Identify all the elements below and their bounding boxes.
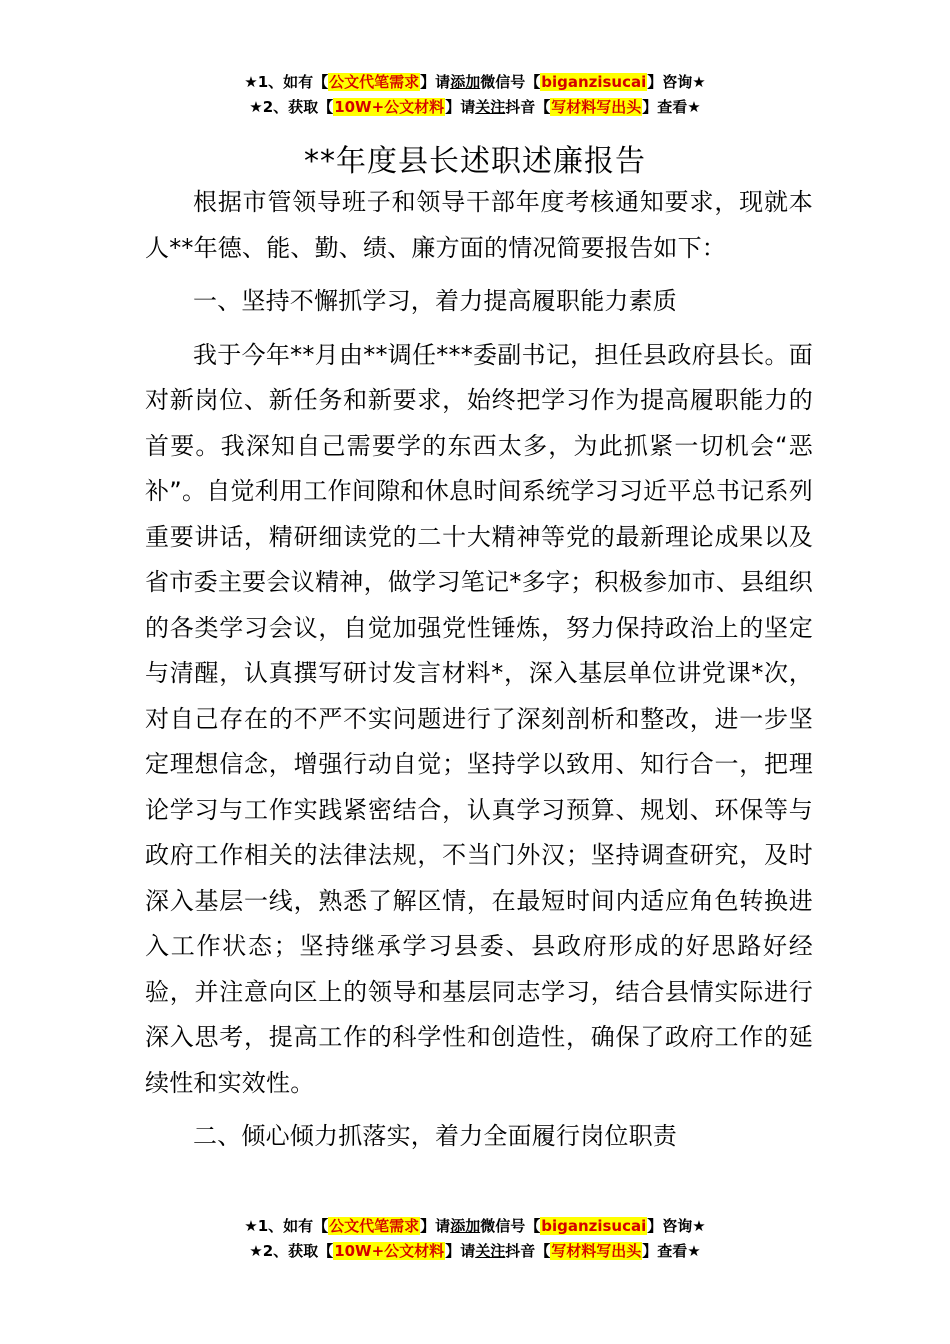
promo-text: 】请 xyxy=(445,98,476,116)
promo-highlight: 公文代笔需求 xyxy=(329,73,420,91)
promo-text: 】咨询★ xyxy=(647,1217,706,1235)
promo-line-1 xyxy=(0,70,950,95)
promo-text: 抖音【 xyxy=(505,1242,551,1260)
promo-line-1 xyxy=(0,1214,950,1239)
promo-text: 】请 xyxy=(420,73,451,91)
intro-paragraph: 根据市管领导班子和领导干部年度考核通知要求，现就本人**年德、能、勤、绩、廉方面的情况简要报告如下： xyxy=(145,188,813,262)
promo-highlight: 写材料写出头 xyxy=(551,1242,642,1260)
promo-text: ★1、如有【 xyxy=(244,73,329,91)
promo-banner-top xyxy=(0,70,950,120)
promo-text: 抖音【 xyxy=(505,98,551,116)
promo-highlight: 10W+公文材料 xyxy=(334,98,445,116)
promo-line-2 xyxy=(0,1239,950,1264)
promo-text: 】请 xyxy=(420,1217,451,1235)
document-body xyxy=(145,180,813,1168)
section-1-paragraph: 我于今年**月由**调任***委副书记，担任县政府县长。面对新岗位、新任务和新要求，始终把学习作为提高履职能力的首要。我深知自己需要学的东西太多，为此抓紧一切机会“恶补”。自觉利用工作间隙和休息时间系统学习习近平总书记系列重要讲话，精研细读党的二十大精神等党的最新理论成果以及省市委主要会议精神，做学习笔记*多字；积极参加市、县组织的各类学习会议，自觉加强党性锤炼，努力保持政治上的坚定与清醒，认真撰写研讨发言材料*，深入基层单位讲党课*次，对自己存在的不严不实问题进行了深刻剖析和整改，进一步坚定理想信念，增强行动自觉；坚持学以致用、知行合一，把理论学习与工作实践紧密结合，认真学习预算、规划、环保等与政府工作相关的法律法规，不当门外汉；坚持调查研究，及时深入基层一线，熟悉了解区情，在最短时间内适应角色转换进入工作状态；坚持继承学习县委、县政府形成的好思路好经验，并注意向区上的领导和基层同志学习，结合县情实际进行深入思考，提高工作的科学性和创造性，确保了政府工作的延续性和实效性。 xyxy=(145,340,813,1097)
section-1-heading: 一、坚持不懈抓学习，着力提高履职能力素质 xyxy=(193,287,677,315)
promo-highlight: 10W+公文材料 xyxy=(334,1242,445,1260)
promo-text: ★2、获取【 xyxy=(249,98,334,116)
promo-text: 微信号【 xyxy=(480,73,541,91)
promo-highlight: biganzisucai xyxy=(541,1217,647,1235)
promo-banner-bottom xyxy=(0,1214,950,1264)
document-title: **年度县长述职述廉报告 xyxy=(304,144,646,180)
promo-highlight: 公文代笔需求 xyxy=(329,1217,420,1235)
promo-text: 】咨询★ xyxy=(647,73,706,91)
promo-text: 】查看★ xyxy=(642,98,701,116)
promo-line-2 xyxy=(0,95,950,120)
promo-underlined: 关注 xyxy=(475,1242,506,1260)
promo-text: 】请 xyxy=(445,1242,476,1260)
promo-text: ★1、如有【 xyxy=(244,1217,329,1235)
promo-text: ★2、获取【 xyxy=(249,1242,334,1260)
promo-text: 】查看★ xyxy=(642,1242,701,1260)
promo-underlined: 添加 xyxy=(450,73,481,91)
promo-highlight: 写材料写出头 xyxy=(551,98,642,116)
promo-underlined: 关注 xyxy=(475,98,506,116)
promo-text: 微信号【 xyxy=(480,1217,541,1235)
promo-underlined: 添加 xyxy=(450,1217,481,1235)
promo-highlight: biganzisucai xyxy=(541,73,647,91)
section-2-heading: 二、倾心倾力抓落实，着力全面履行岗位职责 xyxy=(193,1122,677,1150)
